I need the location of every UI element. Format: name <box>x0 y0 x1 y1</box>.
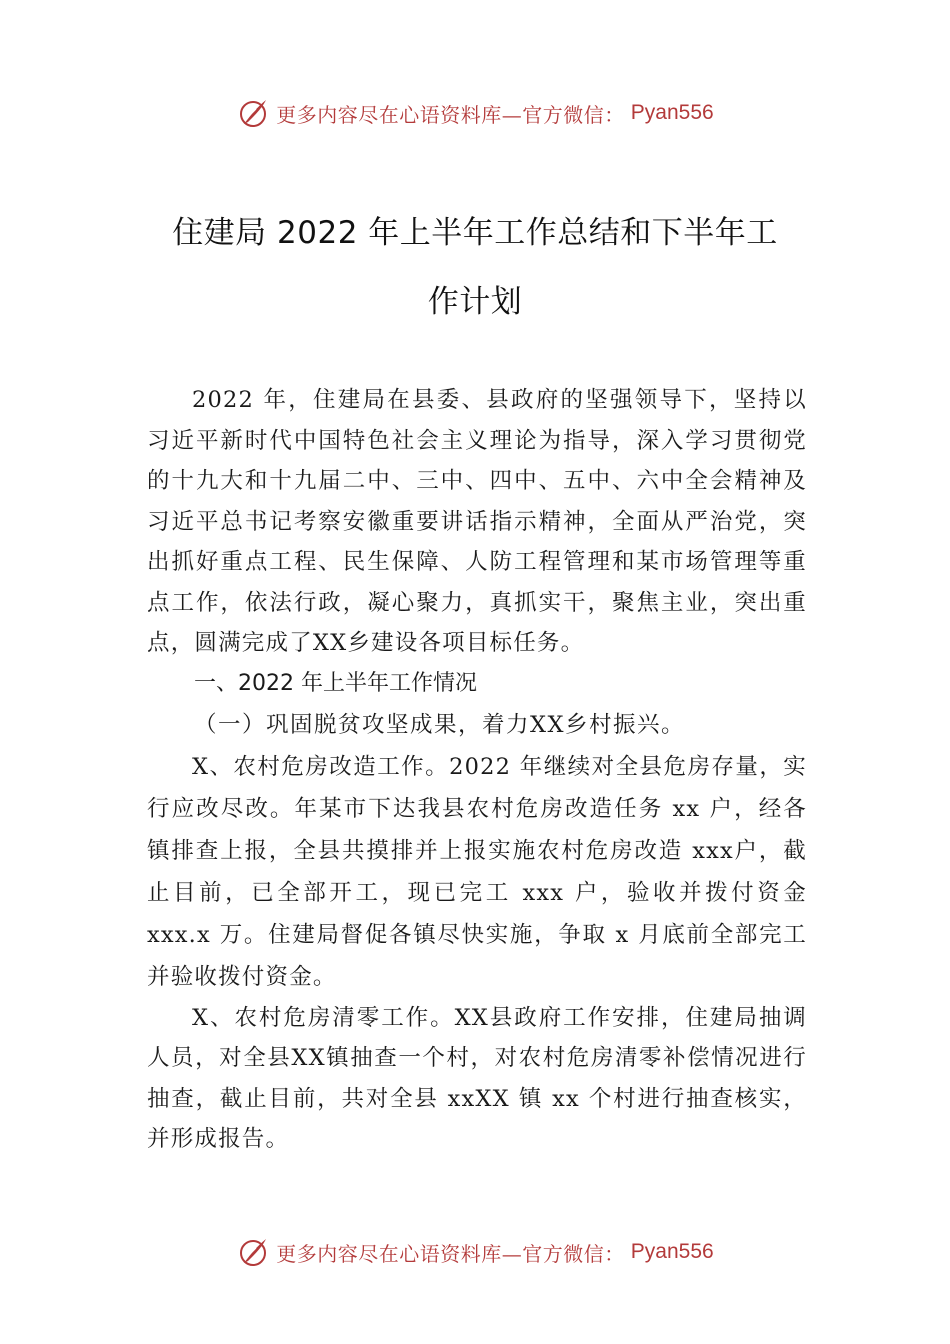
watermark-wechat-id: Pyan556 <box>630 101 714 124</box>
watermark-text: 更多内容尽在心语资料库—官方微信： <box>276 102 625 127</box>
footer-watermark <box>0 1232 950 1272</box>
section-heading: 一、2022 年上半年工作情况 <box>194 670 477 696</box>
document-title-line1: 住建局 2022 年上半年工作总结和下半年工 <box>172 215 778 251</box>
watermark-text: 更多内容尽在心语资料库—官方微信： <box>276 1241 625 1266</box>
document-body <box>147 380 807 1160</box>
intro-paragraph: 2022 年，住建局在县委、县政府的坚强领导下，坚持以习近平新时代中国特色社会主义理论为指导，深入学习贯彻党的十九大和十九届二中、三中、四中、五中、六中全会精神及习近平总书记考察安徽重要讲话指示精神，全面从严治党，突出抓好重点工程、民生保障、人防工程管理和某市场管理等重点工作，依法行政，凝心聚力，真抓实干，聚焦主业，突出重点，圆满完成了XX乡建设各项目标任务。 <box>147 387 807 656</box>
quill-logo-icon <box>236 1235 270 1269</box>
subsection-heading: （一）巩固脱贫攻坚成果，着力XX乡村振兴。 <box>194 711 686 738</box>
quill-logo-icon <box>236 96 270 130</box>
body-paragraph: X、农村危房改造工作。2022 年继续对全县危房存量，实行应改尽改。年某市下达我县农村危房改造任务 xx 户，经各镇排查上报，全县共摸排并上报实施农村危房改造 xxx户，截止目前，已全部开工，现已完工 xxx 户，验收并拨付资金 xxx.x 万。住建局督促各镇尽快实施，争取 x 月底前全部完工并验收拨付资金。 <box>147 753 807 990</box>
document-title-line2: 作计划 <box>427 284 523 320</box>
header-watermark <box>0 93 950 133</box>
body-paragraph: X、农村危房清零工作。XX县政府工作安排，住建局抽调人员，对全县XX镇抽查一个村，对农村危房清零补偿情况进行抽查，截止目前，共对全县 xxXX 镇 xx 个村进行抽查核实，并形成报告。 <box>147 1004 807 1152</box>
watermark-wechat-id: Pyan556 <box>630 1240 714 1263</box>
